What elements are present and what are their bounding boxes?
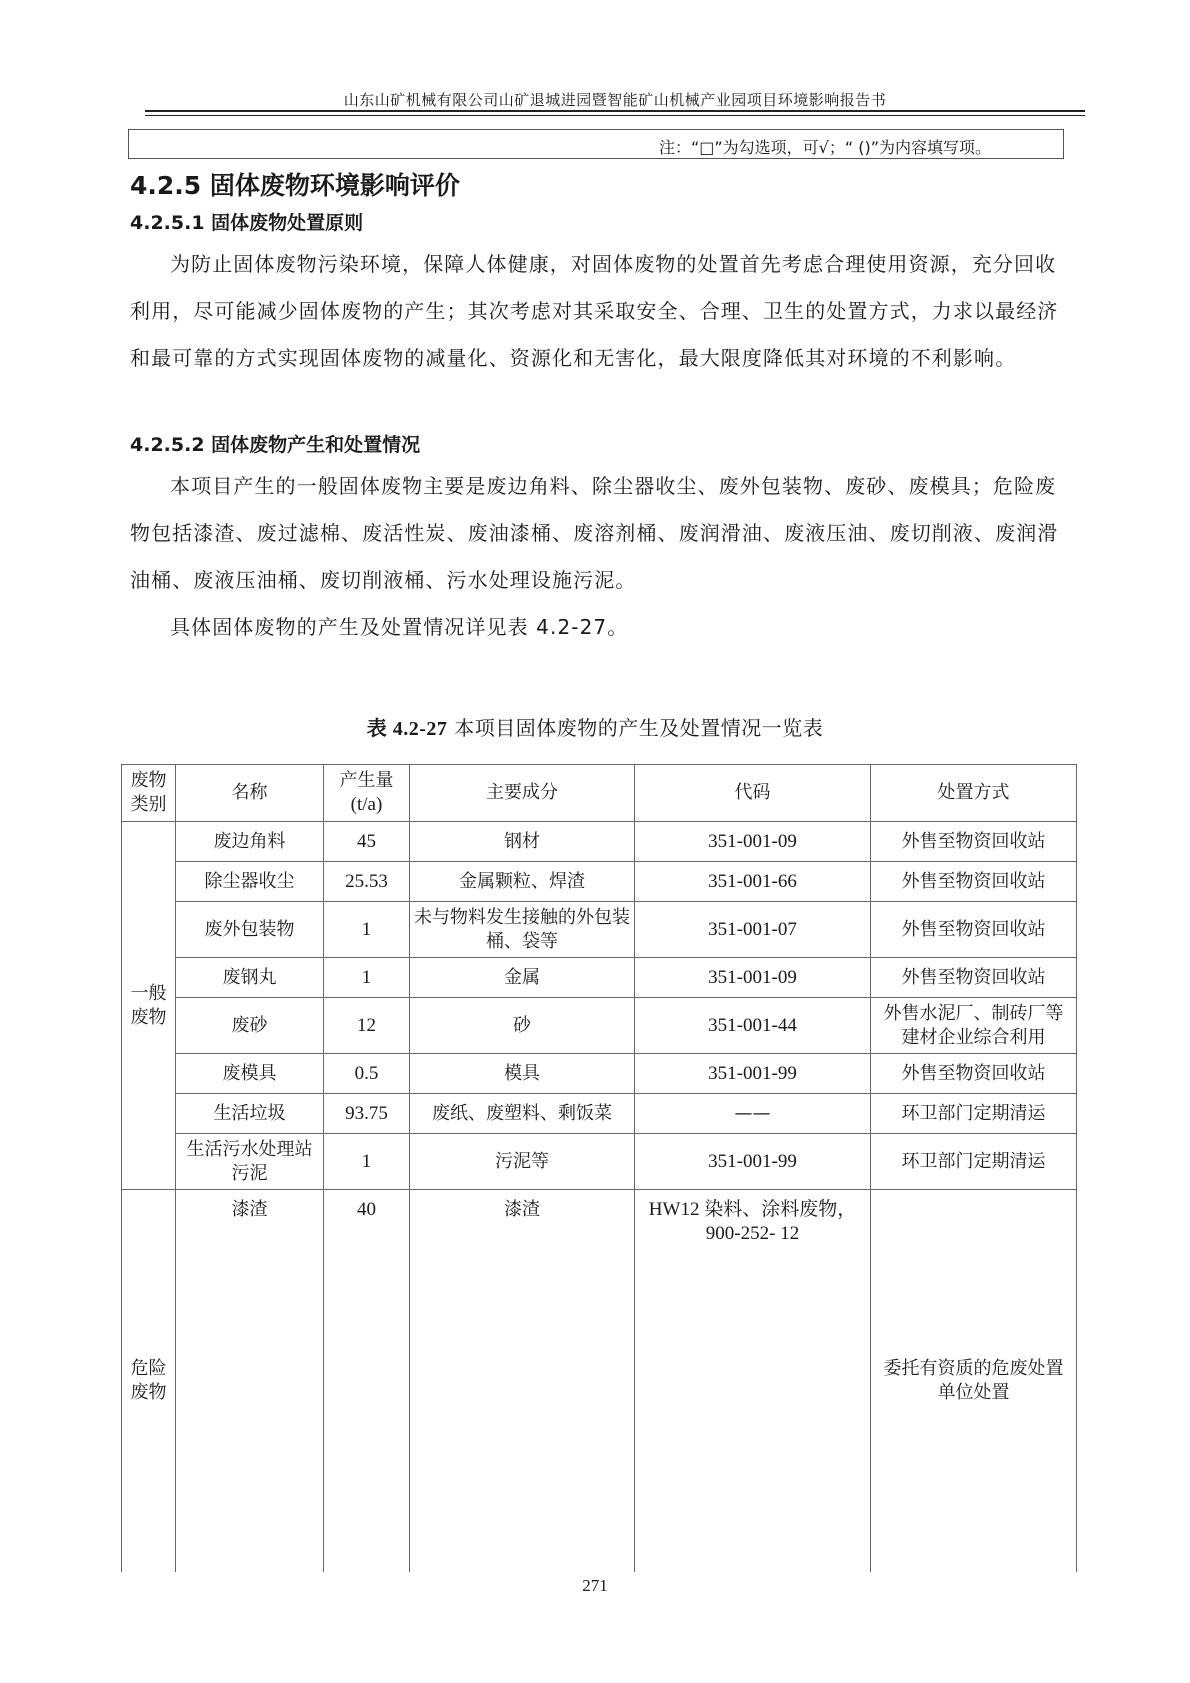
cell-name: 废外包装物: [176, 902, 324, 958]
header-quantity: 产生量 (t/a): [324, 765, 410, 822]
subsection-heading-2: 4.2.5.2 固体废物产生和处置情况: [130, 434, 421, 456]
cell-name: 漆渣: [176, 1190, 324, 1572]
table-row: [122, 1134, 1077, 1190]
category-hazardous: 危险 废物: [122, 1190, 176, 1572]
table-row: [122, 998, 1077, 1054]
cell-code: HW12 染料、涂料废物， 900-252- 12: [635, 1190, 871, 1572]
header-category: 废物 类别: [122, 765, 176, 822]
paragraph-table-reference: 具体固体废物的产生及处置情况详见表 4.2-27。: [170, 615, 629, 639]
cell-disposal: 环卫部门定期清运: [871, 1094, 1077, 1134]
table-row: [122, 902, 1077, 958]
cell-code: 351-001-66: [635, 862, 871, 902]
table-caption-text: 本项目固体废物的产生及处置情况一览表: [454, 716, 824, 740]
cell-qty: 25.53: [324, 862, 410, 902]
cell-disposal: 外售至物资回收站: [871, 958, 1077, 998]
paragraph-waste-types: 本项目产生的一般固体废物主要是废边角料、除尘器收尘、废外包装物、废砂、废模具；危险废物包括漆渣、废过滤棉、废活性炭、废油漆桶、废溶剂桶、废润滑油、废液压油、废切削液、废润滑油桶、废液压油桶、废切削液桶、污水处理设施污泥。: [130, 474, 1059, 592]
table-row: [122, 822, 1077, 862]
cell-comp: 未与物料发生接触的外包装桶、袋等: [410, 902, 635, 958]
cell-qty: 1: [324, 958, 410, 998]
header-disposal: 处置方式: [871, 765, 1077, 822]
cell-disposal: 外售至物资回收站: [871, 902, 1077, 958]
cell-code: 351-001-44: [635, 998, 871, 1054]
cell-disposal: 外售至物资回收站: [871, 862, 1077, 902]
header-composition: 主要成分: [410, 765, 635, 822]
cell-name: 废模具: [176, 1054, 324, 1094]
cell-qty: 12: [324, 998, 410, 1054]
cell-code: ——: [635, 1094, 871, 1134]
header-rule-thin: [145, 115, 1085, 116]
note-text: 注：“□”为勾选项，可√；“ ()”为内容填写项。: [658, 138, 991, 157]
cell-disposal: 外售至物资回收站: [871, 822, 1077, 862]
note-box: [128, 129, 1064, 159]
cell-comp: 模具: [410, 1054, 635, 1094]
table-row: [122, 1094, 1077, 1134]
table-row: [122, 1190, 1077, 1572]
cell-comp: 金属: [410, 958, 635, 998]
cell-comp: 污泥等: [410, 1134, 635, 1190]
cell-comp: 砂: [410, 998, 635, 1054]
cell-name: 废砂: [176, 998, 324, 1054]
cell-code: 351-001-99: [635, 1134, 871, 1190]
subsection-heading-1: 4.2.5.1 固体废物处置原则: [130, 212, 364, 234]
cell-disposal: 环卫部门定期清运: [871, 1134, 1077, 1190]
cell-code: 351-001-99: [635, 1054, 871, 1094]
header-rule-thick: [145, 110, 1085, 112]
cell-code: 351-001-07: [635, 902, 871, 958]
cell-code: 351-001-09: [635, 822, 871, 862]
cell-comp: 废纸、废塑料、剩饭菜: [410, 1094, 635, 1134]
cell-name: 废钢丸: [176, 958, 324, 998]
cell-comp: 钢材: [410, 822, 635, 862]
table-row: [122, 862, 1077, 902]
cell-name: 生活污水处理站污泥: [176, 1134, 324, 1190]
section-heading: 4.2.5 固体废物环境影响评价: [130, 171, 460, 200]
cell-code: 351-001-09: [635, 958, 871, 998]
cell-qty: 1: [324, 902, 410, 958]
cell-comp: 漆渣: [410, 1190, 635, 1572]
cell-disposal: 委托有资质的危废处置单位处置: [871, 1190, 1077, 1572]
cell-disposal: 外售水泥厂、制砖厂等建材企业综合利用: [871, 998, 1077, 1054]
table-row: [122, 958, 1077, 998]
cell-qty: 93.75: [324, 1094, 410, 1134]
waste-table: [121, 764, 1077, 1572]
table-row: [122, 1054, 1077, 1094]
cell-name: 废边角料: [176, 822, 324, 862]
cell-name: 除尘器收尘: [176, 862, 324, 902]
table-caption-number: 表 4.2-27: [366, 718, 448, 740]
paragraph-principle: 为防止固体废物污染环境，保障人体健康，对固体废物的处置首先考虑合理使用资源，充分回收利用，尽可能减少固体废物的产生；其次考虑对其采取安全、合理、卫生的处置方式，力求以最经济和最可靠的方式实现固体废物的减量化、资源化和无害化，最大限度降低其对环境的不利影响。: [130, 252, 1059, 370]
cell-comp: 金属颗粒、焊渣: [410, 862, 635, 902]
cell-qty: 1: [324, 1134, 410, 1190]
table-caption: [130, 712, 1060, 741]
cell-qty: 40: [324, 1190, 410, 1572]
page-number: 271: [582, 1576, 608, 1595]
cell-name: 生活垃圾: [176, 1094, 324, 1134]
cell-qty: 45: [324, 822, 410, 862]
header-code: 代码: [635, 765, 871, 822]
cell-qty: 0.5: [324, 1054, 410, 1094]
category-general: 一般 废物: [122, 822, 176, 1190]
document-header: 山东山矿机械有限公司山矿退城进园暨智能矿山机械产业园项目环境影响报告书: [343, 91, 887, 109]
header-name: 名称: [176, 765, 324, 822]
table-header-row: [122, 765, 1077, 822]
cell-disposal: 外售至物资回收站: [871, 1054, 1077, 1094]
